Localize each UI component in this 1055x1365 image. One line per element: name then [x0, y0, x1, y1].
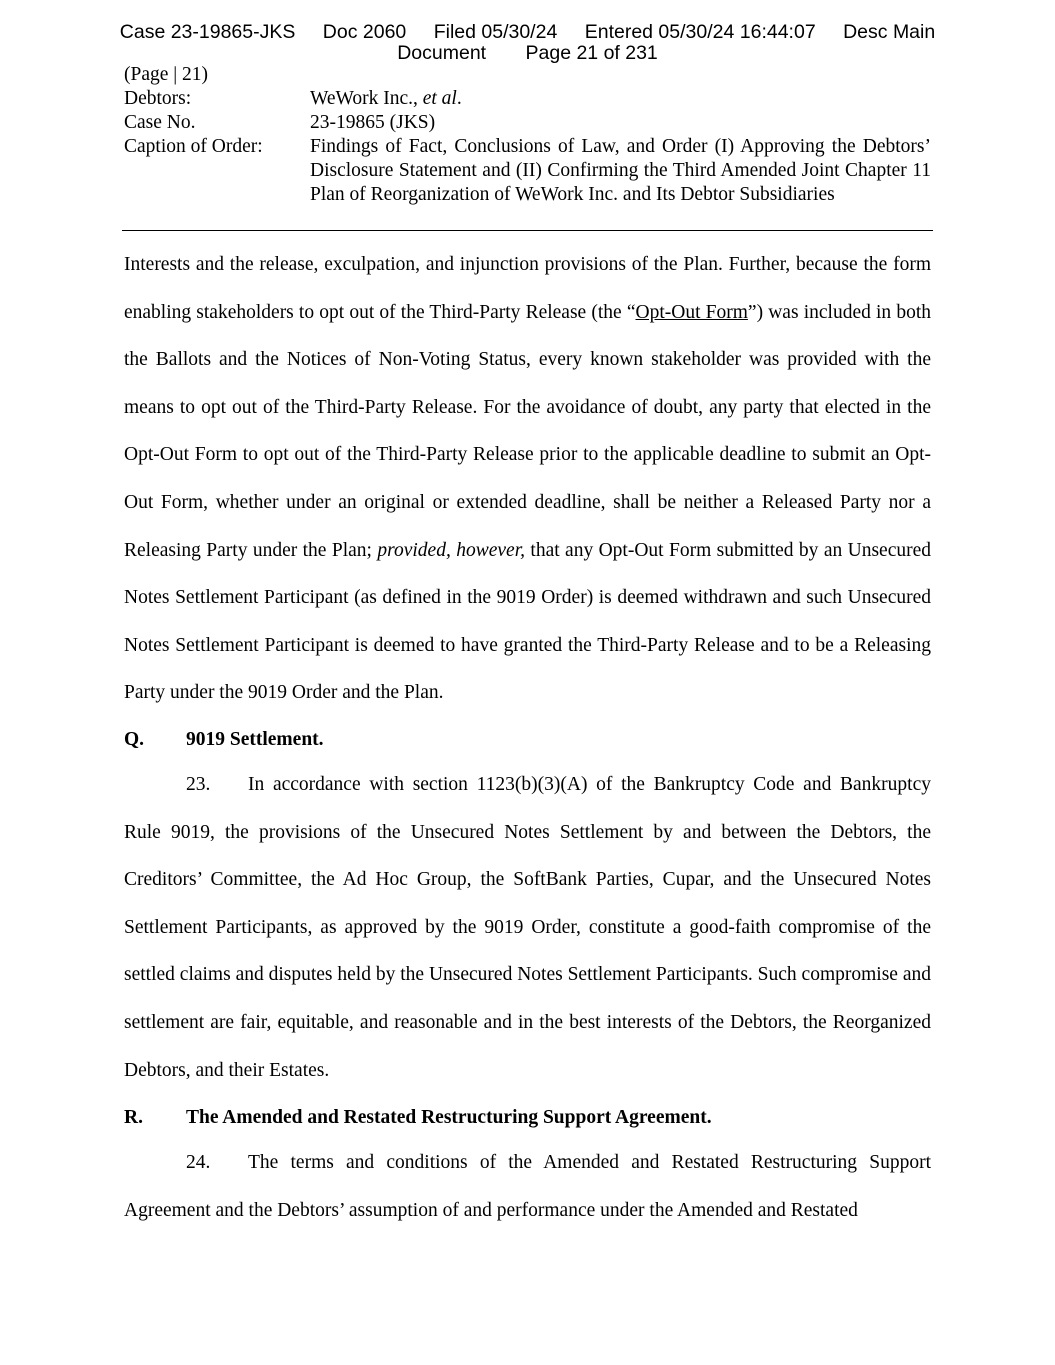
section-letter-r: R.	[124, 1107, 143, 1128]
section-letter-q: Q.	[124, 729, 145, 750]
paragraph-23-text	[124, 761, 931, 1094]
paragraph-22-continued	[124, 241, 931, 717]
paragraph-number-24: 24.	[186, 1152, 211, 1173]
caption-header	[124, 63, 931, 207]
page-ref: (Page | 21)	[124, 64, 209, 85]
page-count-stamp: Page 21 of 231	[525, 42, 658, 64]
p23-body: In accordance with section 1123(b)(3)(A) of the Bankruptcy Code and Bankruptcy Rule 9019, the provisions of the Unsecured Notes Settlement by and between the Debtors, the Creditors’ Committee, the Ad Hoc Group, the SoftBank Parties, Cupar, and the Unsecured Notes Settlement Participants, as approved by the 9019 Order, constitute a good-faith compromise of the settled claims and disputes held by the Unsecured Notes Settlement Participants. Such compromise and settlement are fair, equitable, and reasonable and in the best interests of the Debtors, the Reorganized Debtors, and their Estates.	[124, 774, 931, 1081]
case-number-stamp: Case 23-19865-JKS	[119, 21, 296, 43]
debtors-et-al: et al	[422, 88, 457, 109]
section-title-q: 9019 Settlement.	[186, 729, 324, 750]
p1-proviso: provided, however,	[377, 539, 525, 561]
caption-row	[124, 135, 931, 207]
caption-value: Findings of Fact, Conclusions of Law, and Order (I) Approving the Debtors’ Disclosure Statement and (II) Confirming the Third Amended Joint Chapter 11 Plan of Reorganization of WeWork Inc. and Its Debtor Subsidiaries	[310, 136, 931, 205]
section-heading-r	[124, 1094, 931, 1142]
filing-stamp-line-2	[0, 42, 1055, 64]
caption-label: Caption of Order:	[124, 136, 263, 157]
paragraph-24-text	[124, 1139, 931, 1234]
p1-text-b: ”) was included in both the Ballots and the Notices of Non-Voting Status, every known stakeholder was provided with the means to opt out of the Third-Party Release. For the avoidance of doubt, any party that elected in the Opt-Out Form to opt out of the Third-Party Release prior to the applicable deadline to submit an Opt-Out Form, whether under an original or extended deadline, shall be neither a Released Party nor a Releasing Party under the Plan;	[124, 301, 932, 561]
header-divider	[122, 230, 933, 231]
debtors-name: WeWork Inc.,	[310, 88, 418, 109]
paragraph-number-23: 23.	[186, 774, 211, 795]
desc-stamp: Desc Main	[843, 21, 936, 43]
paragraph-continuation	[124, 241, 931, 717]
filed-date-stamp: Filed 05/30/24	[433, 21, 558, 43]
filing-stamp-line-1	[0, 21, 1055, 43]
p1-text-c: that any Opt-Out Form submitted by an Unsecured Notes Settlement Participant (as defined in the 9019 Order) is deemed withdrawn and such Unsecured Notes Settlement Participant is deemed to have granted the Third-Party Release and to be a Releasing Party under the 9019 Order and the Plan.	[124, 539, 932, 704]
p24-body: The terms and conditions of the Amended and Restated Restructuring Support Agreement and the Debtors’ assumption of and performance under the Amended and Restated	[124, 1152, 931, 1221]
debtors-row	[124, 87, 931, 111]
case-row	[124, 111, 931, 135]
entered-date-stamp: Entered 05/30/24 16:44:07	[584, 21, 816, 43]
p1-text-a: Interests and the release, exculpation, and injunction provisions of the Plan. Further, because the form enabling stakeholders to opt out of the Third-Party Release (the “	[124, 254, 931, 323]
case-value: 23-19865 (JKS)	[310, 112, 436, 133]
case-label: Case No.	[124, 112, 196, 133]
debtors-value	[310, 87, 931, 111]
section-heading-q	[124, 716, 931, 764]
doc-number-stamp: Doc 2060	[322, 21, 407, 43]
document-stamp: Document	[397, 42, 487, 64]
paragraph-23	[124, 761, 931, 1094]
page-ref-row	[124, 63, 931, 87]
section-title-r: The Amended and Restated Restructuring Support Agreement.	[186, 1107, 712, 1128]
debtors-label: Debtors:	[124, 88, 192, 109]
debtors-period: .	[456, 88, 462, 109]
opt-out-form-defined-term: Opt-Out Form	[635, 301, 748, 323]
paragraph-24	[124, 1139, 931, 1234]
